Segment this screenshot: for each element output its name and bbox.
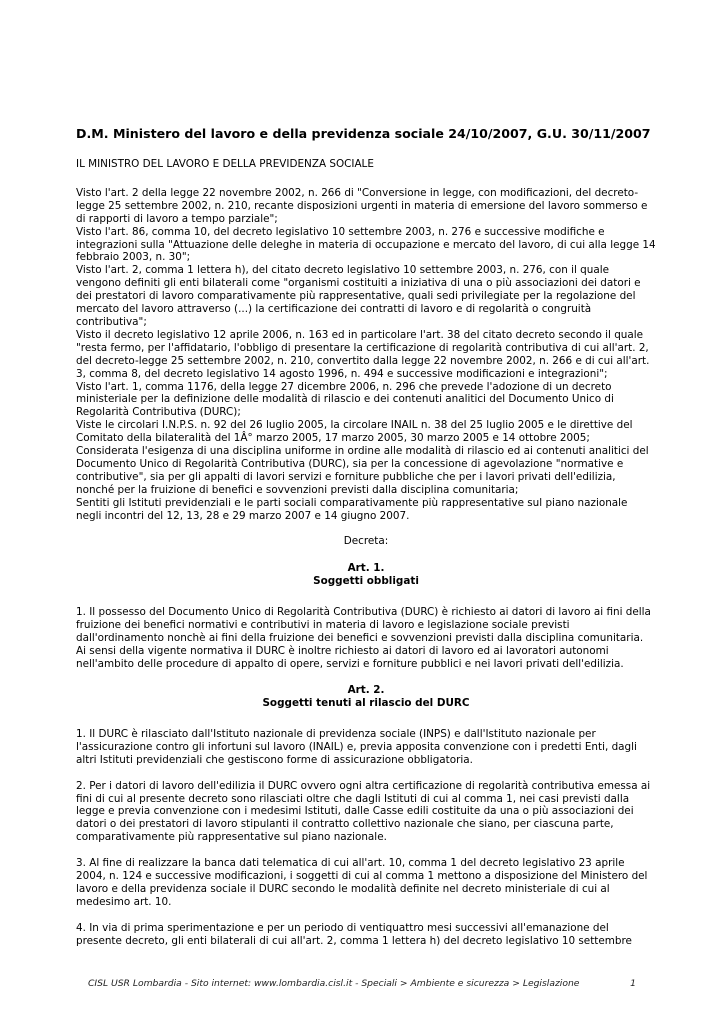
article-2-number: Art. 2.: [347, 683, 385, 696]
article-paragraph: 4. In via di prima sperimentazione e per un periodo di ventiquattro mesi successivi all'emanazione del presente decreto, gli enti bilaterali di cui all'art. 2, comma 1 lettera h) del decreto legislativo 10 settembre: [76, 921, 632, 947]
document-title: D.M. Ministero del lavoro e della previdenza sociale 24/10/2007, G.U. 30/11/2007: [76, 126, 651, 141]
minister-heading: IL MINISTRO DEL LAVORO E DELLA PREVIDENZA SOCIALE: [76, 158, 374, 170]
article-1-heading: [76, 562, 656, 588]
article-2-heading: [76, 684, 656, 710]
visto-block: [76, 187, 656, 523]
page-footer: [88, 978, 636, 989]
article-1-number: Art. 1.: [347, 562, 385, 575]
article-2-title: Soggetti tenuti al rilascio del DURC: [262, 696, 470, 709]
article-1-text: [76, 606, 656, 671]
visto-paragraph: Visto l'art. 1, comma 1176, della legge 27 dicembre 2006, n. 296 che prevede l'adozione di un decreto ministeriale per la definizione delle modalità di rilascio e dei contenuti analitici del Documento Unico di Regolarità Contributiva (DURC);: [76, 380, 614, 419]
article-paragraph: 1. Il DURC è rilasciato dall'Istituto nazionale di previdenza sociale (INPS) e dall'Istituto nazionale per l'assicurazione contro gli infortuni sul lavoro (INAIL) e, previa apposita convenzione con i predetti Enti, dagli altri Istituti previdenziali che gestiscono forme di assicurazione obbligatoria.: [76, 727, 637, 766]
article-paragraph: 1. Il possesso del Documento Unico di Regolarità Contributiva (DURC) è richiesto ai datori di lavoro ai fini della fruizione dei benefici normativi e contributivi in materia di lavoro e legislazione sociale previsti dall'ordinamento nonchè ai fini della fruizione dei benefici e sovvenzioni previsti dalla disciplina comunitaria.: [76, 606, 651, 645]
article-paragraph: 2. Per i datori di lavoro dell'edilizia il DURC ovvero ogni altra certificazione di regolarità contributiva emessa ai fini di cui al presente decreto sono rilasciati oltre che dagli Istituti di cui al comma 1, nei casi previsti dalla legge e previa convenzione con i medesimi Istituti, dalle Casse edili costituite da una o più associazioni dei datori o dei prestatori di lavoro stipulanti il contratto collettivo nazionale che siano, per ciascuna parte, comparativamente più rappresentative sul piano nazionale.: [76, 779, 651, 844]
visto-paragraph: Sentiti gli Istituti previdenziali e le parti sociali comparativamente più rappresentative sul piano nazionale negli incontri del 12, 13, 28 e 29 marzo 2007 e 14 giugno 2007.: [76, 496, 628, 522]
visto-paragraph: Visto il decreto legislativo 12 aprile 2006, n. 163 ed in particolare l'art. 38 del citato decreto secondo il quale "resta fermo, per l'affidatario, l'obbligo di presentare la certificazione di regolarità contributiva di cui all'art. 2, del decreto-legge 25 settembre 2002, n. 210, convertito dalla legge 22 novembre 2002, n. 266 e di cui all'art. 3, comma 8, del decreto legislativo 14 agosto 1996, n. 494 e successive modificazioni e integrazioni";: [76, 328, 650, 380]
document-body: [76, 126, 656, 961]
visto-paragraph: Visto l'art. 2 della legge 22 novembre 2002, n. 266 di "Conversione in legge, con modificazioni, del decreto-legge 25 settembre 2002, n. 210, recante disposizioni urgenti in materia di emersione del lavoro sommerso e di rapporti di lavoro a tempo parziale";: [76, 186, 648, 225]
footer-text: CISL USR Lombardia - Sito internet: www.lombardia.cisl.it - Speciali > Ambiente e sicurezza > Legislazione: [88, 978, 580, 989]
page-number: 1: [630, 978, 636, 989]
article-paragraph: Ai sensi della vigente normativa il DURC è inoltre richiesto ai datori di lavoro ed ai lavoratori autonomi nell'ambito delle procedure di appalto di opere, servizi e forniture pubblici e nei lavori privati dell'edilizia.: [76, 645, 624, 670]
decreta-heading: Decreta:: [343, 535, 389, 548]
article-paragraph: 3. Al fine di realizzare la banca dati telematica di cui all'art. 10, comma 1 del decreto legislativo 23 aprile 2004, n. 124 e successive modificazioni, i soggetti di cui al comma 1 mettono a disposizione del Ministero del lavoro e della previdenza sociale il DURC secondo le modalità definite nel decreto ministeriale di cui al medesimo art. 10.: [76, 857, 648, 908]
article-1-title: Soggetti obbligati: [313, 575, 419, 588]
visto-paragraph: Viste le circolari I.N.P.S. n. 92 del 26 luglio 2005, la circolare INAIL n. 38 del 25 luglio 2005 e le direttive del Comitato della bilateralità del 1Â° marzo 2005, 17 marzo 2005, 30 marzo 2005 e 14 ottobre 2005;: [76, 419, 633, 445]
visto-paragraph: Considerata l'esigenza di una disciplina uniforme in ordine alle modalità di rilascio ed ai contenuti analitici del Documento Unico di Regolarità Contributiva (DURC), sia per la concessione di agevolazione "normative e contributive", sia per gli appalti di lavori servizi e forniture pubbliche che per i lavori privati dell'edilizia, nonché per la fruizione di benefici e sovvenzioni previsti dalla disciplina comunitaria;: [76, 445, 649, 496]
visto-paragraph: Visto l'art. 2, comma 1 lettera h), del citato decreto legislativo 10 settembre 2003, n. 276, con il quale vengono definiti gli enti bilaterali come "organismi costituiti a iniziativa di una o più associazioni dei datori e dei prestatori di lavoro comparativamente più rappresentative, quali sedi privilegiate per la regolazione del mercato del lavoro attraverso (...) la certificazione dei contratti di lavoro e di regolarità o congruità contributiva";: [76, 264, 641, 328]
visto-paragraph: Visto l'art. 86, comma 10, del decreto legislativo 10 settembre 2003, n. 276 e successive modifiche e integrazioni sulla "Attuazione delle deleghe in materia di occupazione e mercato del lavoro, di cui alla legge 14 febbraio 2003, n. 30";: [76, 225, 656, 264]
